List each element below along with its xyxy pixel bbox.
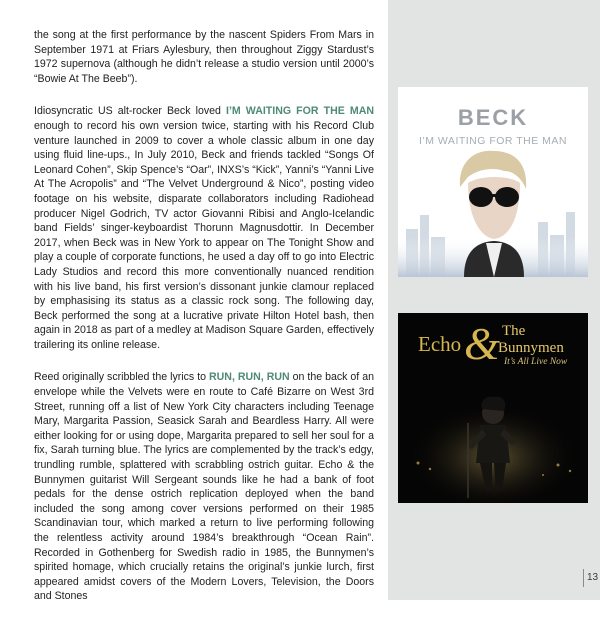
page-number: 13 — [583, 569, 600, 587]
article-text-column — [34, 28, 374, 622]
song-title-run-run-run: RUN, RUN, RUN — [209, 371, 290, 384]
paragraph-run-intro: Reed originally scribbled the lyrics to — [34, 371, 209, 384]
paragraph-run-body: on the back of an envelope while the Velvets were en route to Café Bizarre on West 3rd Street, running off a list of New York City characters including Teenage Mary, Margarita Passion, Seasick Sarah and Beardless Harry. All were either looking for or using dope, Margarita prepared to sell her soul for a fix, Sarah turning blue. The lyrics are complemented by the track’s edgy, trundling rumble, splattered with scrabbling ostrich guitar. Echo & the Bunnymen guitarist Will Sergeant sounds like he had a bank of foot pedals for the dense ostrich replication deployed when the band included the song among cover versions performed on their 1985 Scandinavian tour, which marked a return to live performing following the relentless activity around 1984’s breakthrough “Ocean Rain”. Recorded in Gothenberg for Swedish radio in 1985, the Bunnymen’s spirited homage, which crucially retains the original’s junkie lurch, first appeared amidst covers of the Modern Lovers, Television, the Doors and Stones — [34, 371, 374, 603]
echo-stage-performer-illustration — [398, 313, 588, 503]
paragraph-bowie — [34, 28, 374, 86]
echo-cover-word-the: The — [502, 323, 526, 339]
beck-portrait-illustration — [398, 87, 588, 277]
echo-cover-word-echo: Echo — [418, 332, 462, 356]
echo-cover-ampersand: & — [464, 318, 500, 369]
song-title-waiting-for-the-man: I’M WAITING FOR THE MAN — [226, 105, 374, 118]
paragraph-beck-body: enough to record his own version twice, starting with his Record Club venture launched in 2009 to cover a whole classic album in one day using fluid line-ups., In July 2010, Beck and friends tackled “Songs Of Leonard Cohen”, Skip Spence’s “Oar”, INXS’s “Kick”, Yanni’s “Yanni Live At The Acropolis” and “The Velvet Underground & Nico”, posting video footage on his website, disparate collaborators including Radiohead producer Nigel Godrich, TV actor Giovanni Ribisi and Anglo-Icelandic band Fields’ singer-keyboardist Thorunn Magnusdottir. In December 2017, when Beck was in New York to appear on The Tonight Show and play a couple of corporate functions, he used a day off to go into Electric Lady Studios and record this more conventionally nuanced rendition with his live band, his first version’s dissonant junkie clamour replaced by emphasising its status as a classic rock song. The following day, Beck performed the song at a lucrative private Hilton Hotel bash, then again in 2018 as part of a medley at Madison Square Garden, effectively trailering its online release. — [34, 119, 374, 351]
paragraph-bowie-text: the song at the first performance by the nascent Spiders From Mars in September 1971 at Friars Aylesbury, then throughout Ziggy Stardust’s 1972 supernova (although he didn’t release a studio version until 2000’s “Bowie At The Beeb”). — [34, 29, 374, 85]
paragraph-run-run-run — [34, 370, 374, 604]
echo-cover-album-title: It’s All Live Now — [504, 357, 568, 367]
beck-album-cover — [398, 87, 588, 277]
paragraph-beck — [34, 104, 374, 352]
beck-cover-subtitle: I’M WAITING FOR THE MAN — [419, 135, 567, 147]
echo-bunnymen-album-cover — [398, 313, 588, 503]
paragraph-beck-intro: Idiosyncratic US alt-rocker Beck loved — [34, 105, 226, 118]
echo-cover-word-bunnymen: Bunnymen — [498, 340, 564, 356]
beck-cover-title: BECK — [457, 105, 529, 130]
